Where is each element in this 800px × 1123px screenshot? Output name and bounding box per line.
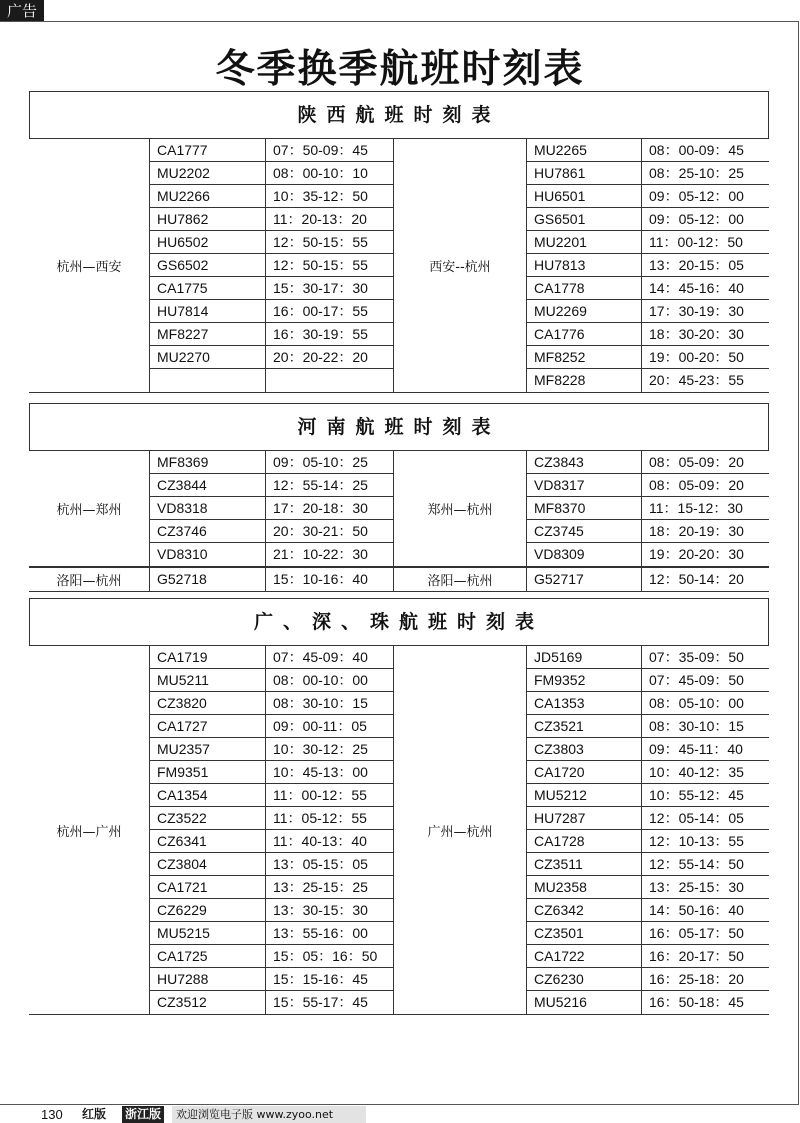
flight-number: MU5216 bbox=[534, 994, 587, 1010]
flight-number: CA1776 bbox=[527, 323, 641, 346]
flight-time: 11：00-12：55 bbox=[266, 784, 393, 807]
flight-time: 20：20-22：20 bbox=[266, 346, 393, 369]
flight-time: 12：05-14：05 bbox=[642, 807, 769, 830]
flight-number: MF8227 bbox=[150, 323, 265, 346]
flight-number-column bbox=[526, 568, 641, 592]
flight-time: 10：30-12：25 bbox=[266, 738, 393, 761]
flight-number: HU7813 bbox=[527, 254, 641, 277]
flight-number: JD5169 bbox=[527, 646, 641, 669]
flight-number-column bbox=[149, 139, 265, 393]
flight-time: 08：00-10：00 bbox=[266, 669, 393, 692]
ad-tag: 广告 bbox=[0, 0, 44, 22]
flight-number: CA1719 bbox=[150, 646, 265, 669]
flight-time: 15：30-17：30 bbox=[266, 277, 393, 300]
flight-time: 11：20-13：20 bbox=[266, 208, 393, 231]
flight-number: CA1727 bbox=[150, 715, 265, 738]
flight-time: 16：20-17：50 bbox=[642, 945, 769, 968]
flight-time: 08：05-09：20 bbox=[642, 474, 769, 497]
flight-number: G52718 bbox=[157, 571, 207, 587]
flight-number: CZ3522 bbox=[150, 807, 265, 830]
flight-number: CA1778 bbox=[527, 277, 641, 300]
flight-number: MU5215 bbox=[150, 922, 265, 945]
flight-time: 16：25-18：20 bbox=[642, 968, 769, 991]
flight-number-column bbox=[526, 646, 641, 1015]
flight-time: 12：55-14：50 bbox=[642, 853, 769, 876]
flight-number: CZ3844 bbox=[150, 474, 265, 497]
flight-time-column bbox=[265, 568, 393, 592]
flight-time: 13：25-15：25 bbox=[266, 876, 393, 899]
flight-number: HU6502 bbox=[150, 231, 265, 254]
flight-time: 08：30-10：15 bbox=[642, 715, 769, 738]
flight-number: CZ3511 bbox=[527, 853, 641, 876]
flight-time: 13：55-16：00 bbox=[266, 922, 393, 945]
flight-time: 15：55-17：45 bbox=[273, 994, 368, 1010]
flight-number: CZ3501 bbox=[527, 922, 641, 945]
flight-time-column bbox=[265, 451, 393, 567]
flight-number: MU5211 bbox=[150, 669, 265, 692]
flight-number: CA1777 bbox=[150, 139, 265, 162]
right-route-label: 广州—杭州 bbox=[393, 646, 526, 1015]
flight-time: 10：45-13：00 bbox=[266, 761, 393, 784]
flight-number: CZ3521 bbox=[527, 715, 641, 738]
flight-number: MU2201 bbox=[527, 231, 641, 254]
flight-time: 15：10-16：40 bbox=[273, 571, 368, 587]
flight-number: CZ3843 bbox=[527, 451, 641, 474]
flight-time: 19：20-20：30 bbox=[649, 546, 744, 562]
flight-time: 08：00-10：10 bbox=[266, 162, 393, 185]
left-route-label: 杭州—郑州 bbox=[29, 451, 149, 567]
flight-number: CZ3803 bbox=[527, 738, 641, 761]
flight-time: 15：15-16：45 bbox=[266, 968, 393, 991]
flight-time: 13：30-15：30 bbox=[266, 899, 393, 922]
flight-time-column bbox=[641, 568, 769, 592]
flight-number: CZ6341 bbox=[150, 830, 265, 853]
flight-number: MF8228 bbox=[534, 372, 586, 388]
flight-time: 11：40-13：40 bbox=[266, 830, 393, 853]
flight-number: MU2358 bbox=[527, 876, 641, 899]
flight-time: 12：55-14：25 bbox=[266, 474, 393, 497]
flight-number-column bbox=[526, 451, 641, 567]
flight-time: 10：35-12：50 bbox=[266, 185, 393, 208]
flight-time: 18：20-19：30 bbox=[642, 520, 769, 543]
left-route-label: 杭州—西安 bbox=[29, 139, 149, 393]
flight-number: MF8370 bbox=[527, 497, 641, 520]
flight-number: VD8318 bbox=[150, 497, 265, 520]
flight-time: 16：30-19：55 bbox=[266, 323, 393, 346]
flight-time: 17：20-18：30 bbox=[266, 497, 393, 520]
flight-number: MU2265 bbox=[527, 139, 641, 162]
flight-time: 17：30-19：30 bbox=[642, 300, 769, 323]
flight-number: CZ6342 bbox=[527, 899, 641, 922]
flight-time: 09：05-10：25 bbox=[266, 451, 393, 474]
flight-number bbox=[150, 369, 265, 392]
flight-time: 10：40-12：35 bbox=[642, 761, 769, 784]
flight-time: 12：50-15：55 bbox=[266, 254, 393, 277]
flight-number: FM9351 bbox=[150, 761, 265, 784]
flight-time: 13：25-15：30 bbox=[642, 876, 769, 899]
flight-number: HU7862 bbox=[150, 208, 265, 231]
flight-number: HU7287 bbox=[527, 807, 641, 830]
flight-number: CZ3512 bbox=[157, 994, 207, 1010]
flight-number: CA1353 bbox=[527, 692, 641, 715]
flight-number: CZ3820 bbox=[150, 692, 265, 715]
flight-time: 11：00-12：50 bbox=[642, 231, 769, 254]
section-table bbox=[29, 91, 769, 393]
flight-number: CA1354 bbox=[150, 784, 265, 807]
flight-time: 09：00-11：05 bbox=[266, 715, 393, 738]
flight-time: 08：05-09：20 bbox=[642, 451, 769, 474]
flight-time: 09：05-12：00 bbox=[642, 185, 769, 208]
section-table bbox=[29, 598, 769, 1015]
left-route-label: 洛阳—杭州 bbox=[29, 568, 149, 592]
flight-time: 07：45-09：40 bbox=[266, 646, 393, 669]
route-block bbox=[29, 567, 769, 592]
region-badge: 浙江版 bbox=[122, 1106, 164, 1123]
flight-time: 14：45-16：40 bbox=[642, 277, 769, 300]
right-route-label: 洛阳—杭州 bbox=[393, 568, 526, 592]
page-number: 130 bbox=[41, 1107, 63, 1122]
flight-time: 11：05-12：55 bbox=[266, 807, 393, 830]
flight-time: 13：20-15：05 bbox=[642, 254, 769, 277]
flight-time: 08：05-10：00 bbox=[642, 692, 769, 715]
flight-number: CZ6230 bbox=[527, 968, 641, 991]
flight-time: 08：25-10：25 bbox=[642, 162, 769, 185]
flight-time-column bbox=[265, 139, 393, 393]
flight-time: 08：30-10：15 bbox=[266, 692, 393, 715]
flight-time-column bbox=[641, 451, 769, 567]
flight-time: 19：00-20：50 bbox=[642, 346, 769, 369]
route-block bbox=[29, 645, 769, 1015]
flight-number: FM9352 bbox=[527, 669, 641, 692]
flight-number-column bbox=[149, 568, 265, 592]
flight-time bbox=[266, 369, 393, 392]
flight-number: GS6502 bbox=[150, 254, 265, 277]
flight-number: HU7861 bbox=[527, 162, 641, 185]
flight-number: G52717 bbox=[534, 571, 584, 587]
flight-number: VD8310 bbox=[157, 546, 208, 562]
flight-number-column bbox=[526, 139, 641, 393]
flight-time: 09：45-11：40 bbox=[642, 738, 769, 761]
flight-number: CA1722 bbox=[527, 945, 641, 968]
flight-time: 10：55-12：45 bbox=[642, 784, 769, 807]
flight-number-column bbox=[149, 646, 265, 1015]
route-block bbox=[29, 138, 769, 393]
flight-number: CZ3804 bbox=[150, 853, 265, 876]
flight-time: 20：45-23：55 bbox=[649, 372, 744, 388]
section-title: 陕西航班时刻表 bbox=[29, 91, 769, 138]
flight-time: 07：45-09：50 bbox=[642, 669, 769, 692]
flight-time: 15：05：16：50 bbox=[266, 945, 393, 968]
route-block bbox=[29, 450, 769, 567]
flight-time: 08：00-09：45 bbox=[642, 139, 769, 162]
flight-time: 11：15-12：30 bbox=[642, 497, 769, 520]
flight-number: MU2357 bbox=[150, 738, 265, 761]
flight-number: CA1720 bbox=[527, 761, 641, 784]
flight-number: CZ3746 bbox=[150, 520, 265, 543]
right-route-label: 西安--杭州 bbox=[393, 139, 526, 393]
flight-number: CA1725 bbox=[150, 945, 265, 968]
page-title: 冬季换季航班时刻表 bbox=[215, 47, 585, 92]
flight-time-column bbox=[265, 646, 393, 1015]
flight-number: CA1775 bbox=[150, 277, 265, 300]
left-route-label: 杭州—广州 bbox=[29, 646, 149, 1015]
flight-number: MU2269 bbox=[527, 300, 641, 323]
flight-number: VD8317 bbox=[527, 474, 641, 497]
flight-time: 16：00-17：55 bbox=[266, 300, 393, 323]
footer-link-text[interactable]: 欢迎浏览电子版 www.zyoo.net bbox=[172, 1106, 366, 1123]
flight-number: MU2266 bbox=[150, 185, 265, 208]
section-title: 河南航班时刻表 bbox=[29, 403, 769, 450]
flight-number: MU5212 bbox=[527, 784, 641, 807]
flight-time: 16：05-17：50 bbox=[642, 922, 769, 945]
flight-time: 09：05-12：00 bbox=[642, 208, 769, 231]
flight-number: MF8369 bbox=[150, 451, 265, 474]
flight-number: MF8252 bbox=[527, 346, 641, 369]
flight-number: HU7288 bbox=[150, 968, 265, 991]
flight-number: VD8309 bbox=[534, 546, 585, 562]
flight-time-column bbox=[641, 139, 769, 393]
flight-number: CZ3745 bbox=[527, 520, 641, 543]
flight-time: 21：10-22：30 bbox=[273, 546, 368, 562]
flight-number: CA1728 bbox=[527, 830, 641, 853]
right-route-label: 郑州—杭州 bbox=[393, 451, 526, 567]
flight-time-column bbox=[641, 646, 769, 1015]
flight-number: CA1721 bbox=[150, 876, 265, 899]
flight-number: MU2270 bbox=[150, 346, 265, 369]
flight-time: 13：05-15：05 bbox=[266, 853, 393, 876]
flight-time: 20：30-21：50 bbox=[266, 520, 393, 543]
flight-time: 12：50-14：20 bbox=[649, 571, 744, 587]
flight-number: CZ6229 bbox=[150, 899, 265, 922]
flight-number: HU6501 bbox=[527, 185, 641, 208]
flight-number: HU7814 bbox=[150, 300, 265, 323]
flight-number: MU2202 bbox=[150, 162, 265, 185]
flight-time: 16：50-18：45 bbox=[649, 994, 744, 1010]
flight-time: 07：50-09：45 bbox=[266, 139, 393, 162]
flight-number: GS6501 bbox=[527, 208, 641, 231]
flight-time: 07：35-09：50 bbox=[642, 646, 769, 669]
section-table bbox=[29, 403, 769, 592]
flight-time: 14：50-16：40 bbox=[642, 899, 769, 922]
flight-number-column bbox=[149, 451, 265, 567]
edition-label: 红版 bbox=[82, 1107, 107, 1121]
section-title: 广、深、珠航班时刻表 bbox=[29, 598, 769, 645]
flight-time: 12：50-15：55 bbox=[266, 231, 393, 254]
footer bbox=[0, 1106, 800, 1123]
flight-time: 12：10-13：55 bbox=[642, 830, 769, 853]
flight-time: 18：30-20：30 bbox=[642, 323, 769, 346]
